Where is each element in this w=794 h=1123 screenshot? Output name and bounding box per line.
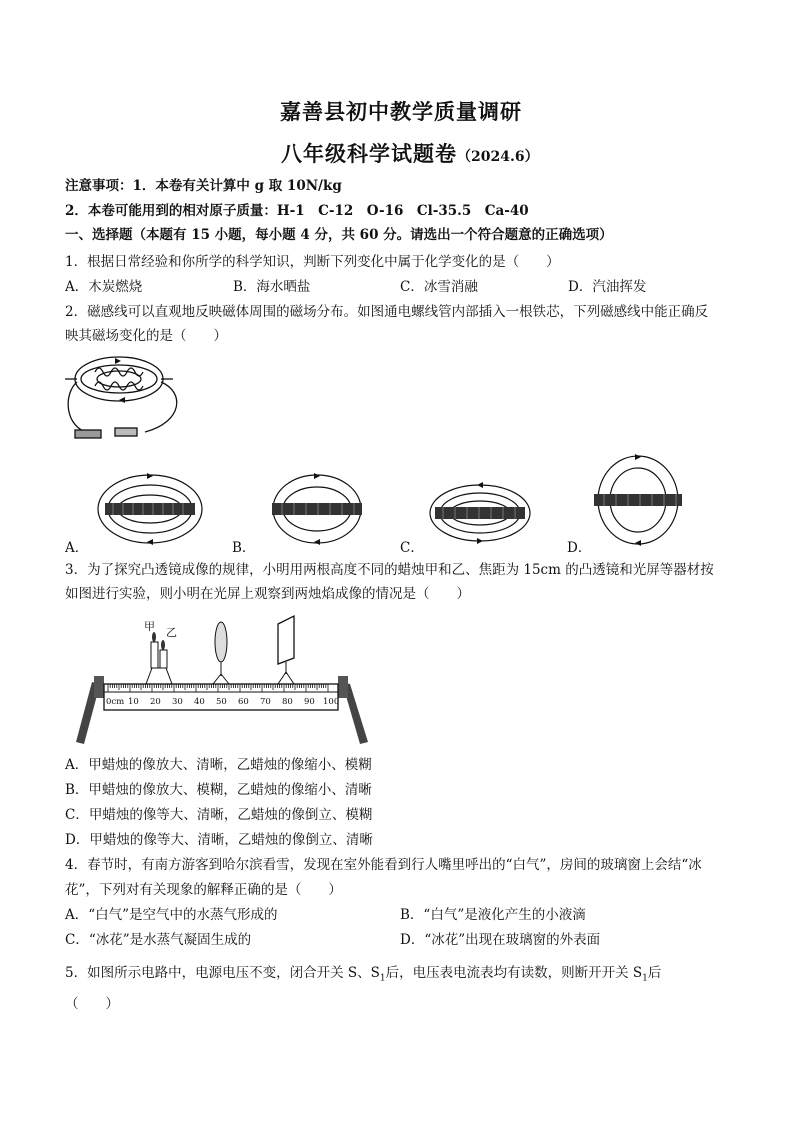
q1-stem: 1．根据日常经验和你所学的科学知识，判断下列变化中属于化学变化的是（ ） (65, 254, 560, 270)
page-title: 嘉善县初中教学质量调研 (280, 99, 522, 124)
section-heading: 一、选择题（本题有 15 小题，每小题 4 分，共 60 分。请选出一个符合题意的正确选项） (65, 227, 613, 243)
ruler-tick-100: 100 (323, 697, 340, 707)
q1-option-d[interactable]: D．汽油挥发 (568, 279, 647, 295)
q1-option-c[interactable]: C．冰雪消融 (400, 279, 478, 295)
subtitle-date: （2024.6） (457, 149, 539, 165)
q1-option-b[interactable]: B．海水晒盐 (233, 279, 311, 295)
page-subtitle (281, 138, 539, 168)
q5-stem-line-2: （ ） (65, 996, 119, 1012)
q2-stem-line-2: 映其磁场变化的是（ ） (65, 328, 227, 344)
q2-option-a-figure (95, 473, 205, 545)
q1-option-a[interactable]: A．木炭燃烧 (65, 279, 143, 295)
notes-line-2: 2．本卷可能用到的相对原子质量：H-1 C-12 O-16 Cl-35.5 Ca-40 (65, 203, 529, 219)
q5-stem-part-a: 5．如图所示电路中，电源电压不变，闭合开关 S、S (65, 965, 380, 981)
q5-sub-1: 1 (379, 973, 386, 984)
ruler-tick-80: 80 (282, 697, 293, 707)
solenoid-circuit-figure (65, 352, 165, 442)
candle-label-yi: 乙 (166, 626, 177, 639)
ruler-tick-90: 90 (304, 697, 315, 707)
q2-option-a[interactable]: A． (65, 540, 89, 556)
q3-stem-line-2: 如图进行实验，则小明在光屏上观察到两烛焰成像的情况是（ ） (65, 586, 470, 602)
q5-sub-2: 1 (642, 973, 648, 984)
q3-option-a[interactable]: A．甲蜡烛的像放大、清晰，乙蜡烛的像缩小、模糊 (65, 757, 372, 773)
ruler-tick-30: 30 (172, 697, 183, 707)
q2-option-c-figure (425, 482, 535, 544)
optical-bench-figure (70, 612, 370, 757)
q2-option-b-figure (262, 473, 372, 545)
ruler-tick-40: 40 (194, 697, 205, 707)
ruler-tick-60: 60 (238, 697, 249, 707)
q5-stem-part-c: 后 (647, 965, 662, 981)
q2-stem-line-1: 2．磁感线可以直观地反映磁体周围的磁场分布。如图通电螺线管内部插入一根铁芯，下列磁感线中能正确反 (65, 304, 709, 320)
q3-option-c[interactable]: C．甲蜡烛的像等大、清晰，乙蜡烛的像倒立、模糊 (65, 807, 373, 823)
ruler-tick-20: 20 (150, 697, 161, 707)
q4-option-a[interactable]: A．“白气”是空气中的水蒸气形成的 (65, 907, 278, 923)
q4-option-c[interactable]: C．“冰花”是水蒸气凝固生成的 (65, 932, 252, 948)
ruler-tick-70: 70 (260, 697, 271, 707)
ruler-tick-10: 10 (128, 697, 139, 707)
ruler-tick-0: 0cm (106, 697, 125, 707)
q2-option-c[interactable]: C． (400, 540, 424, 556)
q4-option-b[interactable]: B．“白气”是液化产生的小液滴 (400, 907, 586, 923)
q5-stem-part-b: 后，电压表电流表均有读数，则断开开关 S (385, 965, 643, 981)
candle-label-jia: 甲 (144, 620, 155, 633)
q4-stem-line-1: 4．春节时，有南方游客到哈尔滨看雪，发现在室外能看到行人嘴里呼出的“白气”，房间的玻璃窗上会结“冰 (65, 857, 702, 873)
q3-stem-line-1: 3．为了探究凸透镜成像的规律，小明用两根高度不同的蜡烛甲和乙、焦距为 15cm 的凸透镜和光屏等器材按 (65, 562, 714, 578)
q3-option-b[interactable]: B．甲蜡烛的像放大、模糊，乙蜡烛的像缩小、清晰 (65, 782, 372, 798)
q3-option-d[interactable]: D．甲蜡烛的像等大、清晰，乙蜡烛的像倒立、清晰 (65, 832, 373, 848)
q2-option-b[interactable]: B． (232, 540, 256, 556)
subtitle-text: 八年级科学试题卷 (281, 141, 457, 166)
ruler-tick-50: 50 (216, 697, 227, 707)
notes-line-1: 注意事项：1．本卷有关计算中 g 取 10N/kg (65, 178, 342, 194)
q2-option-d[interactable]: D． (567, 540, 592, 556)
q5-stem-line-1 (65, 961, 661, 984)
q4-option-d[interactable]: D．“冰花”出现在玻璃窗的外表面 (400, 932, 601, 948)
q4-stem-line-2: 花”，下列对有关现象的解释正确的是（ ） (65, 882, 342, 898)
q2-option-d-figure (590, 454, 686, 546)
